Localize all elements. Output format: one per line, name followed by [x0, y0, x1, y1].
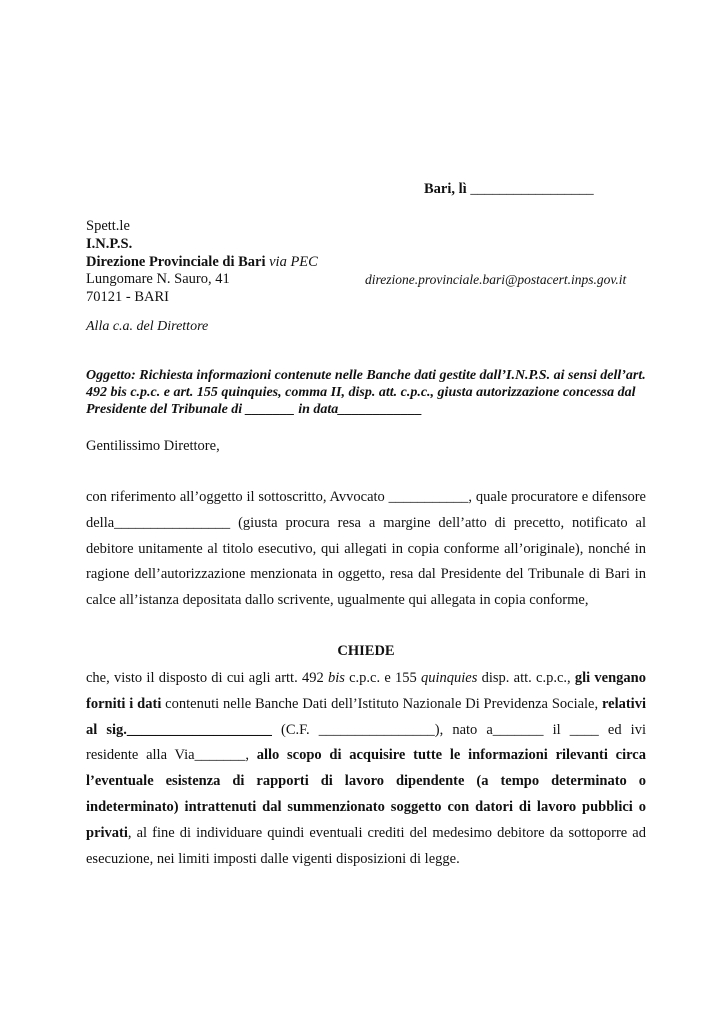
recipient-street-line [86, 271, 646, 289]
date-line [424, 180, 594, 198]
recipient-street: Lungomare N. Sauro, 41 [86, 271, 230, 288]
date-label: Bari, lì [424, 181, 467, 197]
p2-bold-1: gli vengano forniti i dati [86, 670, 647, 712]
p2-bold-2: relativi al sig.____________________ [86, 695, 646, 738]
chiede-heading: CHIEDE [337, 643, 395, 659]
date-blank: _________________ [470, 181, 594, 197]
p2-bis: bis [327, 670, 345, 686]
p2-quinquies: quinquies [421, 670, 478, 686]
recipient-salutation: Spett.le [86, 218, 130, 234]
paragraph-1: con riferimento all’oggetto il sottoscritto, Avvocato ___________, quale procuratore e difensore della________________ (giusta procura resa a margine dell’atto di precetto, notificato al debitore unitamente al titolo esecutivo, qui allegati in copia conforme all’originale), nonché in ragione dell’autorizzazione menzionata in oggetto, resa dal Presidente del Tribunale di Bari in calce all’istanza depositata dallo scrivente, ugualmente qui allegata in copia conforme, [86, 489, 646, 609]
p2-bold-3: allo scopo di acquisire tutte le informazioni rilevanti circa l’eventuale esistenza di rapporti di lavoro dipendente (a tempo determinato o indeterminato) intrattenuti dal summenzionato soggetto con datori di lavoro pubblici o privati [86, 747, 646, 841]
p2-text-4: contenuti nelle Banche Dati dell’Istituto Nazionale Di Previdenza Sociale, [161, 695, 602, 712]
p2-text-5: (C.F. ________________), nato a_______ il ____ ed ivi residente alla Via_______, [86, 721, 646, 764]
p2-text-6: , al fine di individuare quindi eventuali crediti del medesimo debitore da sottoporre ad esecuzione, nei limiti imposti dalle vigenti disposizioni di legge. [86, 824, 646, 867]
recipient-org: I.N.P.S. [86, 235, 133, 252]
p2-text-1: che, visto il disposto di cui agli artt. 492 [86, 670, 328, 686]
attention-line: Alla c.a. del Direttore [86, 319, 209, 334]
subject-line: Oggetto: Richiesta informazioni contenute nelle Banche dati gestite dall’I.N.P.S. ai sensi dell’art. 492 bis c.p.c. e art. 155 quinquies, comma II, disp. att. c.p.c., giusta autorizzazione concessa dal Presidente del Tribunale di _______ in data____________ [86, 368, 646, 417]
p2-text-3: disp. att. c.p.c., [477, 670, 575, 686]
recipient-office: Direzione Provinciale di Bari [86, 253, 266, 270]
pec-email: direzione.provinciale.bari@postacert.inps.gov.it [365, 272, 627, 288]
recipient-office-line [86, 254, 646, 272]
via-pec: via PEC [269, 253, 318, 270]
greeting: Gentilissimo Direttore, [86, 438, 220, 454]
p2-text-2: c.p.c. e 155 [344, 670, 421, 686]
recipient-address [86, 218, 646, 307]
paragraph-2 [86, 666, 646, 872]
recipient-city: 70121 - BARI [86, 289, 169, 306]
